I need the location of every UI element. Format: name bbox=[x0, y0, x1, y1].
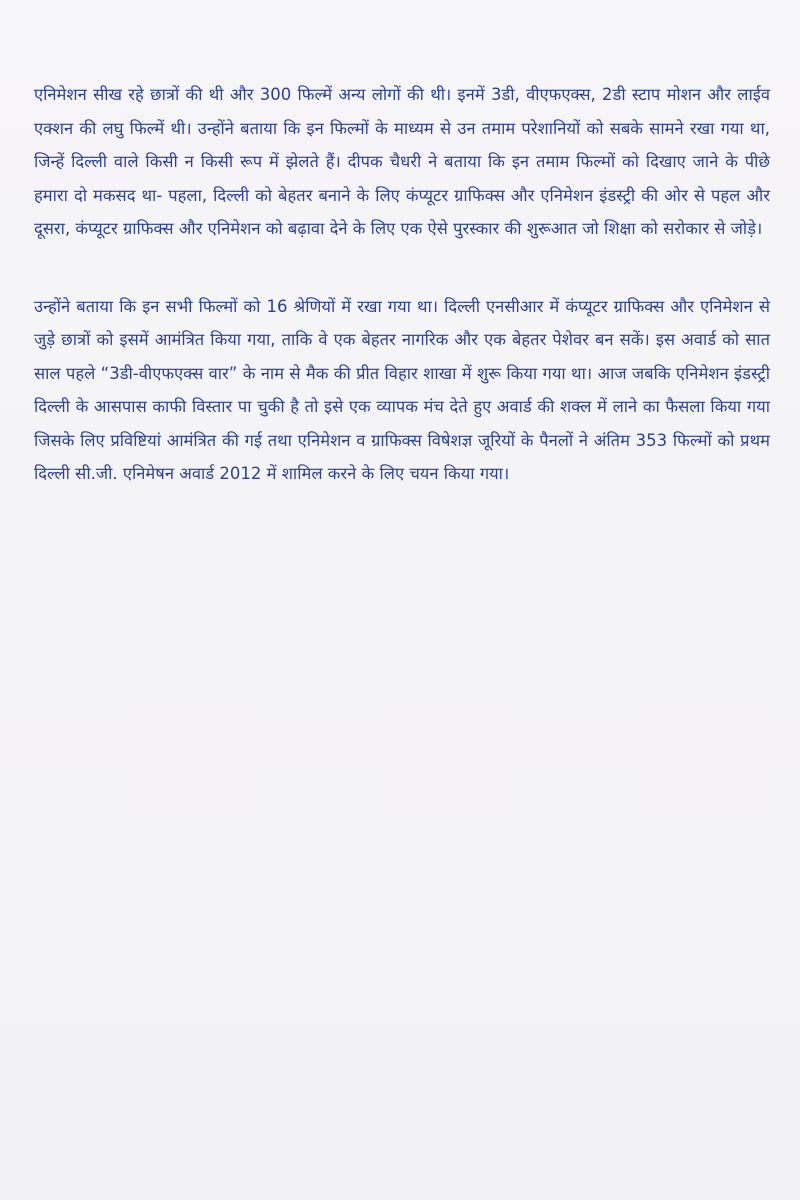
paragraph-2: उन्होंने बताया कि इन सभी फिल्मों को 16 श्रेणियों में रखा गया था। दिल्ली एनसीआर में कंप्यूटर ग्राफिक्स और एनिमेशन से जुड़े छात्रों को इसमें आमंत्रित किया गया, ताकि वे एक बेहतर नागरिक और एक बेहतर पेशेवर बन सकें। इस अवार्ड को सात साल पहले “3डी-वीएफएक्स वार” के नाम से मैक की प्रीत विहार शाखा में शुरू किया गया था। आज जबकि एनिमेशन इंडस्ट्री दिल्ली के आसपास काफी विस्तार पा चुकी है तो इसे एक व्यापक मंच देते हुए अवार्ड की शक्ल में लाने का फैसला किया गया जिसके लिए प्रविष्टियां आमंत्रित की गई तथा एनिमेशन व ग्राफिक्स विषेशज्ञ जूरियों के पैनलों ने अंतिम 353 फिल्मों को प्रथम दिल्ली सी.जी. एनिमेषन अवार्ड 2012 में शामिल करने के लिए चयन किया गया। bbox=[34, 296, 770, 483]
paragraph-1: एनिमेशन सीख रहे छात्रों की थी और 300 फिल्में अन्य लोगों की थी। इनमें 3डी, वीएफएक्स, 2डी स्टाप मोशन और लाईव एक्शन की लघु फिल्में थी। उन्होंने बताया कि इन फिल्मों के माध्यम से उन तमाम परेशानियों को सबके सामने रखा गया था, जिन्हें दिल्ली वाले किसी न किसी रूप में झेलते हैं। दीपक चैधरी ने बताया कि इन तमाम फिल्मों को दिखाए जाने के पीछे हमारा दो मकसद था- पहला, दिल्ली को बेहतर बनाने के लिए कंप्यूटर ग्राफिक्स और एनिमेशन इंडस्ट्री की ओर से पहल और दूसरा, कंप्यूटर ग्राफिक्स और एनिमेशन को बढ़ावा देने के लिए एक ऐसे पुरस्कार की शुरूआत जो शिक्षा को सरोकार से जोड़े। bbox=[34, 85, 770, 238]
